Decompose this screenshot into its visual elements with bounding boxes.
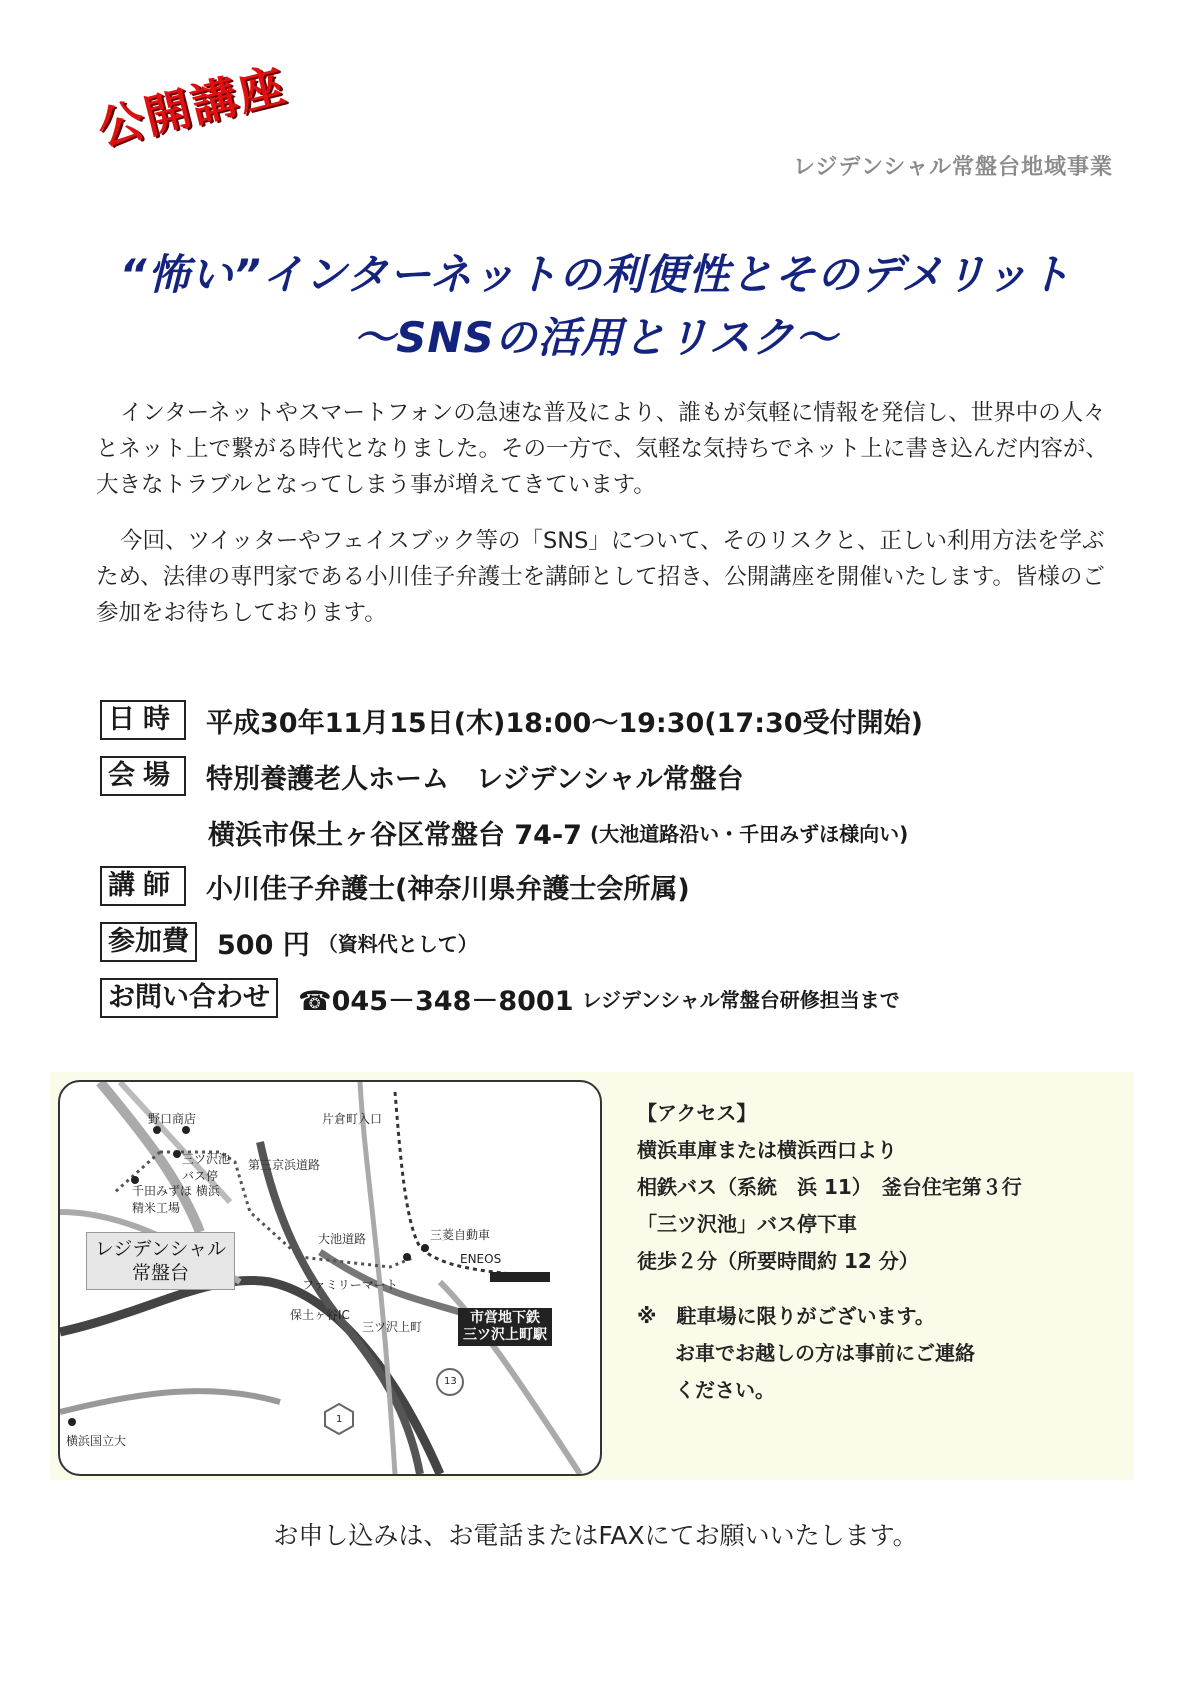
map-label-mitsubishi: 三菱自動車 [430, 1228, 491, 1242]
contact-row [100, 978, 900, 1018]
lecturer-label: 講師 [100, 866, 186, 906]
map-label-familymart: ファミリーマート [302, 1278, 398, 1292]
parking-note-3: ください。 [675, 1378, 775, 1402]
access-line-4: 徒歩２分（所要時間約 12 分） [637, 1249, 919, 1273]
footer-application-note: お申し込みは、お電話またはFAXにてお願いいたします。 [273, 1521, 918, 1550]
map-label-mitsuzawa-kamicho: 三ツ沢上町 [362, 1320, 423, 1334]
intro-paragraph-1: インターネットやスマートフォンの急速な普及により、誰もが気軽に情報を発信し、世界中の人々とネット上で繋がる時代となりました。その一方で、気軽な気持ちでネット上に書き込んだ内容が、大きなトラブルとなってしまう事が増えてきています。 [96, 400, 1108, 498]
map-label-daisan-keihin: 第三京浜道路 [248, 1158, 321, 1172]
contact-phone: ☎045－348－8001 [298, 985, 574, 1017]
map-label-eneos: ENEOS [460, 1252, 502, 1266]
venue-label: 会場 [100, 756, 186, 796]
fee-row [100, 922, 478, 962]
map-route-1: 1 [336, 1414, 343, 1425]
fee-note: （資料代として） [317, 931, 478, 956]
date-value: 平成30年11月15日(木)18:00～19:30(17:30受付開始) [206, 707, 923, 739]
date-row [100, 700, 923, 740]
contact-label: お問い合わせ [100, 978, 278, 1018]
map-label-mitsuzawaike-bus: 三ツ沢池 バス停 [182, 1152, 231, 1183]
lecturer-row [100, 866, 690, 906]
map-label-yokohama-u: 横浜国立大 [66, 1434, 127, 1448]
access-heading: 【アクセス】 [637, 1101, 757, 1125]
map-label-senda: 千田みずほ 横浜精米工場 [132, 1184, 220, 1215]
parking-note [637, 1298, 1117, 1409]
title-line-1: “怖い”インターネットの利便性とそのデメリット [119, 250, 1072, 299]
map-label-residential: レジデンシャル 常盤台 [86, 1232, 235, 1290]
title-line-2: ～SNSの活用とリスク～ [353, 313, 838, 362]
map-label-noguchi: 野口商店 [148, 1112, 197, 1126]
map-label-subway-station: 市営地下鉄 三ツ沢上町駅 [458, 1308, 552, 1346]
open-lecture-stamp: 公開講座 [92, 57, 292, 157]
access-directions [637, 1095, 1117, 1409]
map-label-oike: 大池道路 [318, 1232, 367, 1246]
contact-note: レジデンシャル常盤台研修担当まで [581, 987, 900, 1012]
map-route-13: 13 [444, 1376, 457, 1387]
venue-row [100, 756, 744, 796]
fee-label: 参加費 [100, 922, 197, 962]
parking-note-1: ※ 駐車場に限りがございます。 [637, 1304, 935, 1328]
organizer-label: レジデンシャル常盤台地域事業 [792, 155, 1113, 180]
lecturer-value: 小川佳子弁護士(神奈川県弁護士会所属) [206, 873, 690, 905]
venue-value: 特別養護老人ホーム レジデンシャル常盤台 [206, 763, 744, 795]
parking-note-2: お車でお越しの方は事前にご連絡 [675, 1341, 975, 1365]
access-line-1: 横浜車庫または横浜西口より [637, 1138, 897, 1162]
map-label-hodogaya-ic: 保土ヶ谷IC [290, 1308, 350, 1322]
address-note: (大池道路沿い・千田みずほ様向い) [589, 821, 909, 846]
fee-value: 500 円 [217, 929, 310, 961]
access-line-2: 相鉄バス（系統 浜 11） 釜台住宅第３行 [637, 1175, 1022, 1199]
address-row [208, 812, 908, 852]
access-map [58, 1080, 602, 1476]
address-value: 横浜市保土ヶ谷区常盤台 74-7 [208, 819, 582, 851]
intro-paragraph-2: 今回、ツイッターやフェイスブック等の「SNS」について、そのリスクと、正しい利用方法を学ぶため、法律の専門家である小川佳子弁護士を講師として招き、公開講座を開催いたします。皆様のご参加をお待ちしております。 [96, 528, 1105, 626]
map-label-katakura: 片倉町入口 [322, 1112, 383, 1126]
access-line-3: 「三ツ沢池」バス停下車 [637, 1212, 857, 1236]
date-label: 日時 [100, 700, 186, 740]
